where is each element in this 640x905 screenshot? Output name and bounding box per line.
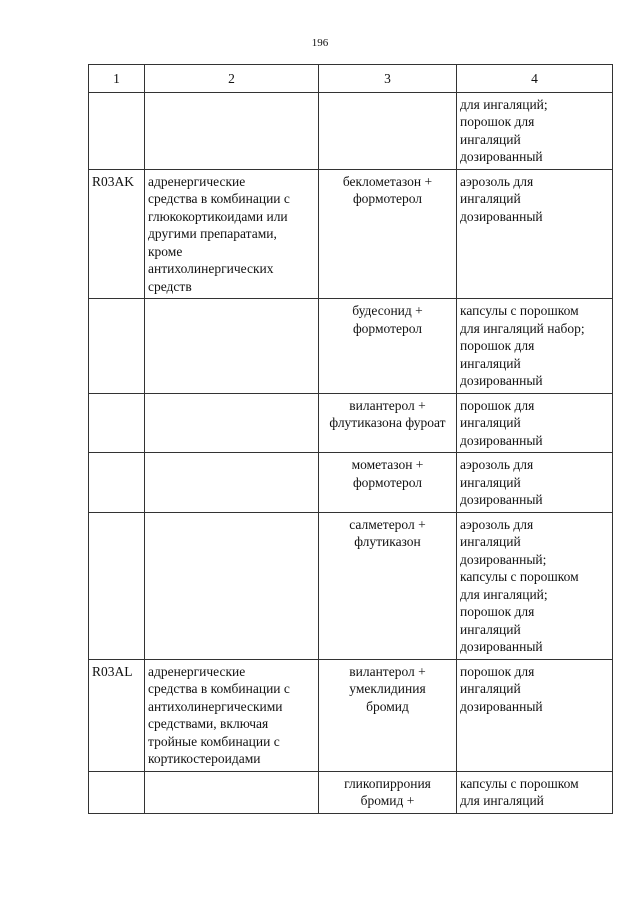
table-row [89, 169, 613, 299]
atc-code-cell [89, 453, 145, 513]
atc-code-cell [89, 92, 145, 169]
dosage-form-cell: капсулы с порошком для ингаляций набор; порошок для ингаляций дозированный [457, 299, 613, 394]
drug-cell: вилантерол + флутиказона фуроат [319, 393, 457, 453]
drug-cell: мометазон + формотерол [319, 453, 457, 513]
table-row [89, 659, 613, 771]
atc-code-cell [89, 299, 145, 394]
group-cell: адренергические средства в комбинации с антихолинергическими средствами, включая тройные комбинации с кортикостероидами [145, 659, 319, 771]
group-cell [145, 512, 319, 659]
table-row [89, 453, 613, 513]
table-row [89, 771, 613, 813]
dosage-form-cell: порошок для ингаляций дозированный [457, 659, 613, 771]
drug-cell: будесонид + формотерол [319, 299, 457, 394]
dosage-form-cell: порошок для ингаляций дозированный [457, 393, 613, 453]
dosage-form-cell: капсулы с порошком для ингаляций [457, 771, 613, 813]
drug-cell: салметерол + флутиказон [319, 512, 457, 659]
table-header-row [89, 65, 613, 93]
dosage-form-cell: аэрозоль для ингаляций дозированный [457, 169, 613, 299]
drug-cell: вилантерол + умеклидиния бромид [319, 659, 457, 771]
drug-cell [319, 92, 457, 169]
table-row [89, 92, 613, 169]
group-cell: адренергические средства в комбинации с глюкокортикоидами или другими препаратами, кроме антихолинергических средств [145, 169, 319, 299]
atc-code-cell: R03AL [89, 659, 145, 771]
dosage-form-cell: для ингаляций; порошок для ингаляций дозированный [457, 92, 613, 169]
group-cell [145, 299, 319, 394]
column-header-4: 4 [457, 65, 613, 93]
group-cell [145, 453, 319, 513]
table-row [89, 393, 613, 453]
group-cell [145, 771, 319, 813]
atc-code-cell [89, 393, 145, 453]
page-number: 196 [311, 37, 329, 49]
table-row [89, 512, 613, 659]
atc-code-cell [89, 512, 145, 659]
drug-cell: гликопиррония бромид + [319, 771, 457, 813]
dosage-form-cell: аэрозоль для ингаляций дозированный; капсулы с порошком для ингаляций; порошок для ингаляций дозированный [457, 512, 613, 659]
group-cell [145, 393, 319, 453]
column-header-1: 1 [89, 65, 145, 93]
drug-cell: беклометазон + формотерол [319, 169, 457, 299]
atc-code-cell [89, 771, 145, 813]
column-header-2: 2 [145, 65, 319, 93]
medication-table [88, 64, 613, 814]
atc-code-cell: R03AK [89, 169, 145, 299]
table-row [89, 299, 613, 394]
column-header-3: 3 [319, 65, 457, 93]
group-cell [145, 92, 319, 169]
dosage-form-cell: аэрозоль для ингаляций дозированный [457, 453, 613, 513]
